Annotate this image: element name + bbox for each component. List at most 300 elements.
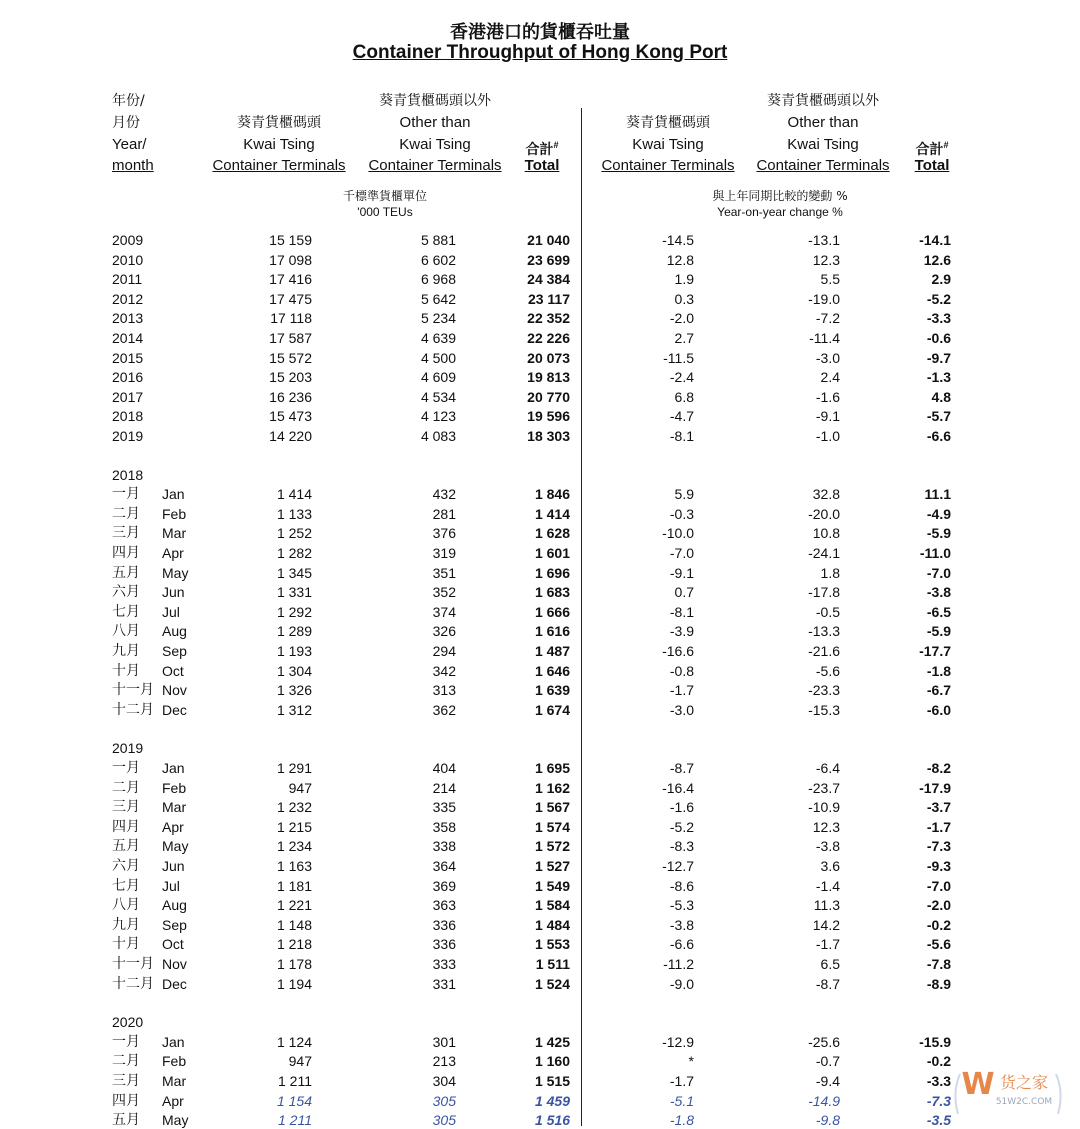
cell-zh: 十二月: [112, 975, 154, 992]
cell-tot: 1 696: [534, 564, 570, 581]
cell-kt: 947: [288, 1053, 312, 1070]
cell-tot: 1 549: [534, 877, 570, 894]
cell-otc: -23.3: [808, 682, 840, 699]
unit-right-en: Year-on-year change %: [717, 205, 843, 219]
cell-label: 2019: [112, 428, 144, 444]
total-mark-right: #: [943, 140, 949, 150]
cell-otc: 11.3: [813, 897, 840, 914]
cell-kt: 16 236: [269, 388, 312, 405]
cell-totc: -7.3: [926, 838, 951, 855]
watermark-brand: 货之家: [999, 1073, 1049, 1092]
cell-kt: 17 416: [269, 271, 312, 288]
cell-kt: 1 289: [276, 623, 312, 640]
cell-totc: -17.7: [919, 643, 951, 659]
cell-otc: 10.8: [812, 525, 840, 542]
cell-ot: 6 968: [420, 271, 456, 288]
cell-ot: 6 602: [420, 251, 456, 268]
cell-zh: 五月: [112, 838, 140, 855]
cell-kt: 1 178: [276, 956, 312, 972]
cell-otc: -8.7: [815, 975, 840, 992]
watermark-site: 51W2C.COM: [995, 1097, 1053, 1107]
cell-tot: 1 666: [534, 603, 570, 620]
section-year-2019: 2019: [112, 740, 144, 757]
cell-ktc: -1.8: [669, 1112, 694, 1129]
cell-tot: 18 303: [527, 428, 570, 444]
cell-tot: 19 596: [527, 408, 570, 425]
cell-ktc: 6.8: [674, 388, 694, 405]
cell-totc: 11.1: [924, 486, 951, 503]
cell-totc: -6.7: [926, 682, 951, 699]
cell-label: Feb: [162, 505, 187, 522]
cell-label: 2011: [112, 271, 143, 288]
cell-ot: 364: [432, 858, 456, 874]
cell-zh: 二月: [112, 779, 140, 796]
cell-ot: 305: [432, 1112, 456, 1129]
cell-ot: 4 609: [420, 369, 456, 386]
cell-totc: -11.0: [919, 545, 951, 561]
cell-kt: 1 292: [276, 603, 312, 620]
cell-otc: -10.9: [808, 799, 840, 816]
cell-otc: -20.0: [808, 505, 840, 522]
cell-totc: -0.2: [926, 916, 951, 933]
cell-totc: -6.5: [926, 603, 951, 620]
cell-label: 2017: [112, 388, 144, 405]
cell-label: Dec: [162, 975, 187, 992]
cell-totc: -1.8: [926, 662, 951, 679]
cell-otc: -17.8: [808, 584, 840, 601]
cell-label: 2018: [112, 408, 144, 425]
header-kt-zh-right: 葵青貨櫃碼頭: [626, 115, 710, 131]
cell-kt: 1 345: [276, 564, 312, 581]
cell-label: Jun: [162, 858, 185, 874]
cell-otc: 5.5: [820, 271, 840, 288]
cell-ot: 313: [432, 682, 456, 699]
cell-label: Nov: [162, 682, 187, 699]
cell-kt: 1 304: [276, 662, 312, 679]
cell-totc: -7.8: [926, 956, 951, 972]
cell-otc: -9.8: [815, 1112, 840, 1129]
title-english: [0, 42, 1080, 64]
cell-label: Oct: [162, 662, 184, 679]
cell-kt: 1 414: [276, 486, 312, 503]
cell-label: Nov: [162, 956, 187, 972]
cell-label: May: [162, 564, 189, 581]
header-total-en-right: Total: [914, 157, 950, 174]
cell-totc: -8.9: [926, 975, 951, 992]
cell-otc: -1.4: [815, 877, 840, 894]
cell-ktc: -1.7: [669, 1073, 694, 1089]
cell-kt: 1 194: [276, 975, 312, 992]
cell-otc: -14.9: [808, 1092, 840, 1109]
cell-tot: 1 639: [534, 682, 570, 699]
cell-tot: 1 459: [534, 1092, 570, 1109]
cell-totc: -6.6: [926, 428, 951, 444]
cell-kt: 15 203: [269, 369, 312, 386]
cell-tot: 19 813: [527, 369, 570, 386]
cell-totc: -5.9: [926, 525, 951, 542]
cell-ktc: -0.8: [669, 662, 694, 679]
cell-otc: -19.0: [808, 290, 840, 307]
cell-totc: -7.3: [926, 1092, 951, 1109]
cell-label: 2010: [112, 251, 144, 268]
cell-totc: -15.9: [919, 1033, 951, 1050]
cell-ot: 5 234: [420, 310, 456, 327]
cell-tot: 1 674: [534, 701, 570, 718]
cell-label: Jul: [162, 877, 180, 894]
cell-ktc: -3.8: [669, 916, 694, 933]
cell-tot: 23 699: [527, 251, 570, 268]
cell-kt: 1 234: [276, 838, 312, 855]
cell-ktc: -12.9: [662, 1033, 694, 1050]
cell-zh: 二月: [112, 505, 140, 522]
cell-ot: 358: [432, 818, 456, 835]
cell-ot: 333: [432, 956, 456, 972]
cell-ot: 4 500: [420, 349, 456, 366]
cell-kt: 15 572: [269, 349, 312, 366]
cell-ot: 369: [432, 877, 456, 894]
cell-ktc: -11.5: [663, 349, 694, 366]
cell-ktc: -3.0: [669, 701, 694, 718]
cell-ot: 319: [432, 545, 456, 561]
cell-otc: 6.5: [820, 956, 840, 972]
cell-kt: 15 159: [269, 232, 312, 248]
header-ot-en3-right: Container Terminals: [756, 157, 890, 174]
unit-left-zh: 千標準貨櫃單位: [342, 189, 427, 203]
cell-kt: 1 133: [276, 505, 312, 522]
cell-label: Jul: [162, 603, 180, 620]
cell-totc: 4.8: [931, 388, 951, 405]
cell-zh: 四月: [112, 1092, 140, 1109]
cell-tot: 20 770: [527, 388, 570, 405]
cell-kt: 1 282: [276, 545, 312, 561]
cell-label: Apr: [162, 545, 184, 561]
watermark-letter: W: [961, 1067, 995, 1102]
cell-totc: 12.6: [923, 251, 951, 268]
cell-zh: 十月: [112, 662, 140, 679]
cell-ot: 4 639: [420, 330, 456, 346]
cell-tot: 23 117: [527, 290, 570, 307]
cell-ot: 362: [432, 701, 456, 718]
cell-kt: 1 331: [276, 584, 312, 601]
cell-zh: 十二月: [112, 701, 154, 718]
header-total-en-left: Total: [524, 157, 560, 174]
cell-otc: -9.1: [815, 408, 840, 425]
cell-tot: 1 511: [535, 956, 570, 972]
cell-otc: 12.3: [812, 818, 840, 835]
cell-label: Apr: [162, 1092, 184, 1109]
cell-tot: 1 515: [534, 1073, 570, 1089]
cell-ktc: 1.9: [674, 271, 694, 288]
cell-ktc: 0.3: [674, 290, 694, 307]
header-ot-en2-right: Kwai Tsing: [787, 136, 859, 153]
cell-zh: 十月: [112, 936, 140, 953]
cell-zh: 三月: [112, 525, 140, 542]
cell-label: 2014: [112, 330, 144, 346]
cell-ot: 338: [432, 838, 456, 855]
cell-ktc: -8.6: [669, 877, 694, 894]
cell-otc: -3.0: [815, 349, 840, 366]
cell-otc: -3.8: [815, 838, 840, 855]
cell-ktc: -11.2: [663, 956, 694, 972]
cell-tot: 1 616: [534, 623, 570, 640]
cell-zh: 八月: [112, 897, 140, 914]
cell-ot: 351: [432, 564, 456, 581]
cell-label: Aug: [162, 623, 187, 640]
cell-label: 2012: [112, 290, 144, 307]
cell-kt: 1 148: [276, 916, 312, 933]
cell-totc: -3.5: [926, 1112, 951, 1129]
cell-kt: 17 098: [269, 251, 312, 268]
cell-ktc: -10.0: [662, 525, 694, 542]
cell-zh: 二月: [112, 1053, 140, 1070]
cell-label: Mar: [162, 799, 187, 816]
cell-otc: 3.6: [820, 858, 840, 874]
header-ot-zh-right: 葵青貨櫃碼頭以外: [767, 93, 879, 109]
cell-tot: 1 516: [534, 1112, 570, 1129]
cell-ktc: -16.6: [662, 643, 694, 659]
cell-ot: 5 881: [420, 232, 456, 248]
cell-label: Jun: [162, 584, 185, 601]
cell-tot: 1 425: [534, 1033, 570, 1050]
cell-ot: 4 083: [420, 428, 456, 444]
cell-label: Oct: [162, 936, 184, 953]
cell-kt: 1 215: [276, 818, 312, 835]
cell-tot: 1 683: [534, 584, 570, 601]
cell-ktc: -16.4: [662, 779, 694, 796]
cell-otc: -25.6: [808, 1033, 840, 1050]
cell-zh: 三月: [112, 799, 140, 816]
cell-otc: -9.4: [815, 1073, 840, 1089]
cell-ot: 342: [432, 662, 456, 679]
cell-tot: 1 601: [534, 545, 570, 561]
cell-otc: -7.2: [815, 310, 840, 327]
cell-label: Feb: [162, 1053, 187, 1070]
cell-ot: 331: [432, 975, 456, 992]
cell-ot: 374: [432, 603, 456, 620]
cell-ot: 326: [432, 623, 456, 640]
cell-totc: -3.7: [926, 799, 951, 816]
cell-ot: 404: [432, 760, 456, 776]
cell-ktc: -4.7: [669, 408, 694, 425]
cell-totc: -17.9: [919, 779, 951, 796]
cell-totc: -9.3: [926, 858, 951, 874]
cell-totc: -5.2: [926, 290, 951, 307]
cell-kt: 1 252: [276, 525, 312, 542]
cell-otc: -1.0: [815, 428, 840, 444]
cell-ot: 4 534: [420, 388, 456, 405]
cell-tot: 1 527: [534, 858, 570, 874]
cell-tot: 1 846: [534, 486, 570, 503]
cell-ktc: -8.1: [669, 428, 694, 444]
cell-zh: 六月: [112, 858, 140, 874]
cell-zh: 九月: [112, 643, 140, 659]
cell-ktc: 12.8: [666, 251, 694, 268]
cell-kt: 17 475: [269, 290, 312, 307]
header-kt-zh-left: 葵青貨櫃碼頭: [237, 115, 321, 131]
cell-ktc: -1.6: [669, 799, 694, 816]
cell-otc: -13.1: [808, 232, 840, 248]
cell-label: Jan: [162, 1033, 185, 1050]
cell-ktc: 2.7: [674, 330, 694, 346]
cell-tot: 1 628: [534, 525, 570, 542]
cell-totc: -8.2: [926, 760, 951, 776]
cell-totc: -1.3: [926, 369, 951, 386]
cell-kt: 1 124: [276, 1033, 312, 1050]
cell-totc: 2.9: [931, 271, 951, 288]
cell-ktc: -14.5: [662, 232, 694, 248]
unit-right-zh: 與上年同期比較的變動 %: [712, 189, 848, 203]
cell-tot: 21 040: [527, 232, 570, 248]
header-kt-en2-left: Container Terminals: [212, 157, 346, 174]
header-kt-en1-right: Kwai Tsing: [632, 136, 704, 153]
cell-ktc: -8.1: [669, 603, 694, 620]
cell-otc: -5.6: [815, 662, 840, 679]
cell-tot: 1 584: [534, 897, 570, 914]
cell-totc: -3.3: [926, 310, 951, 327]
cell-kt: 1 211: [278, 1073, 312, 1089]
cell-totc: -14.1: [919, 232, 951, 248]
cell-tot: 24 384: [527, 271, 570, 288]
cell-label: 2016: [112, 369, 144, 386]
cell-tot: 22 226: [527, 330, 570, 346]
cell-tot: 22 352: [527, 310, 570, 327]
total-zh-text-right: 合計: [915, 142, 944, 158]
cell-ot: 336: [432, 936, 456, 953]
cell-ot: 352: [432, 584, 456, 601]
cell-kt: 17 587: [269, 330, 312, 346]
title-chinese: 香港港口的貨櫃吞吐量: [450, 22, 630, 43]
header-ot-en3-left: Container Terminals: [368, 157, 502, 174]
column-divider: [581, 108, 582, 1126]
cell-zh: 一月: [112, 760, 140, 776]
cell-ot: 305: [432, 1092, 456, 1109]
cell-otc: 2.4: [820, 369, 840, 386]
cell-ktc: -5.1: [669, 1092, 694, 1109]
cell-tot: 1 484: [534, 916, 570, 933]
cell-label: 2015: [112, 349, 144, 366]
cell-ot: 363: [432, 897, 456, 914]
cell-label: May: [162, 1112, 189, 1129]
cell-totc: -7.0: [926, 877, 951, 894]
cell-label: Mar: [162, 525, 187, 542]
cell-tot: 1 646: [534, 662, 570, 679]
cell-kt: 1 154: [276, 1092, 312, 1109]
cell-kt: 14 220: [269, 428, 312, 444]
cell-tot: 1 553: [534, 936, 570, 953]
cell-otc: -21.6: [808, 643, 840, 659]
cell-label: Jan: [162, 760, 185, 776]
cell-ktc: -6.6: [669, 936, 694, 953]
cell-totc: -0.6: [926, 330, 951, 346]
unit-left-en: '000 TEUs: [357, 205, 413, 219]
cell-ot: 335: [432, 799, 456, 816]
cell-totc: -9.7: [926, 349, 951, 366]
header-year-en-1: Year/: [112, 136, 147, 153]
cell-totc: -6.0: [926, 701, 951, 718]
cell-label: Aug: [162, 897, 187, 914]
cell-tot: 1 160: [534, 1053, 570, 1070]
cell-ktc: -12.7: [662, 858, 694, 874]
cell-otc: 32.8: [812, 486, 840, 503]
cell-totc: -5.7: [926, 408, 951, 425]
header-ot-en1-left: Other than: [399, 114, 471, 131]
cell-ktc: -8.3: [669, 838, 694, 855]
cell-ot: 5 642: [420, 290, 456, 307]
header-ot-zh-left: 葵青貨櫃碼頭以外: [379, 93, 491, 109]
cell-ot: 432: [432, 486, 456, 503]
cell-tot: 1 487: [534, 643, 570, 659]
cell-otc: -23.7: [808, 779, 840, 796]
cell-otc: -6.4: [815, 760, 840, 776]
cell-tot: 1 572: [534, 838, 570, 855]
cell-ktc: 5.9: [674, 486, 694, 503]
cell-ktc: -5.2: [669, 818, 694, 835]
cell-ot: 301: [432, 1033, 456, 1050]
cell-zh: 九月: [112, 916, 140, 933]
cell-totc: -3.3: [926, 1073, 951, 1089]
cell-totc: -4.9: [926, 505, 951, 522]
cell-kt: 1 218: [276, 936, 312, 953]
cell-zh: 七月: [112, 877, 140, 894]
cell-kt: 1 312: [276, 701, 312, 718]
cell-tot: 1 524: [534, 975, 570, 992]
cell-zh: 三月: [112, 1073, 140, 1089]
cell-kt: 1 193: [276, 643, 312, 659]
cell-ot: 376: [432, 525, 456, 542]
cell-tot: 1 695: [534, 760, 570, 776]
cell-ot: 304: [432, 1073, 456, 1089]
cell-totc: -5.9: [926, 623, 951, 640]
cell-zh: 五月: [112, 1112, 140, 1129]
cell-otc: -1.7: [815, 936, 840, 953]
cell-otc: -0.7: [815, 1053, 840, 1070]
total-mark: #: [553, 140, 559, 150]
header-ot-en2-left: Kwai Tsing: [399, 136, 471, 153]
cell-kt: 1 221: [276, 897, 312, 914]
cell-tot: 1 414: [534, 505, 570, 522]
cell-otc: -1.6: [815, 388, 840, 405]
header-kt-en2-right: Container Terminals: [601, 157, 735, 174]
cell-otc: 14.2: [812, 916, 840, 933]
cell-ktc: -5.3: [669, 897, 694, 914]
cell-zh: 十一月: [112, 956, 154, 972]
cell-totc: -7.0: [926, 564, 951, 581]
cell-totc: -0.2: [926, 1053, 951, 1070]
cell-zh: 八月: [112, 623, 140, 640]
cell-ktc: -7.0: [669, 545, 694, 561]
cell-otc: -13.3: [808, 623, 840, 640]
cell-ktc: -1.7: [669, 682, 694, 699]
cell-label: May: [162, 838, 189, 855]
cell-zh: 四月: [112, 818, 140, 835]
cell-tot: 1 162: [534, 779, 570, 796]
cell-label: Sep: [162, 643, 187, 659]
total-zh-text: 合計: [525, 142, 554, 158]
cell-zh: 一月: [112, 486, 140, 503]
cell-ktc: -8.7: [669, 760, 694, 776]
cell-otc: -0.5: [815, 603, 840, 620]
cell-ktc: -9.1: [669, 564, 694, 581]
cell-label: Jan: [162, 486, 185, 503]
cell-ktc: 0.7: [674, 584, 694, 601]
section-year-2018: 2018: [112, 466, 144, 483]
cell-ot: 4 123: [420, 408, 456, 425]
cell-kt: 15 473: [269, 408, 312, 425]
cell-zh: 四月: [112, 545, 140, 561]
title-english-text: Container Throughput of Hong Kong Port: [352, 42, 728, 63]
cell-kt: 1 211: [278, 1112, 312, 1129]
watermark-logo: [948, 1058, 1068, 1120]
